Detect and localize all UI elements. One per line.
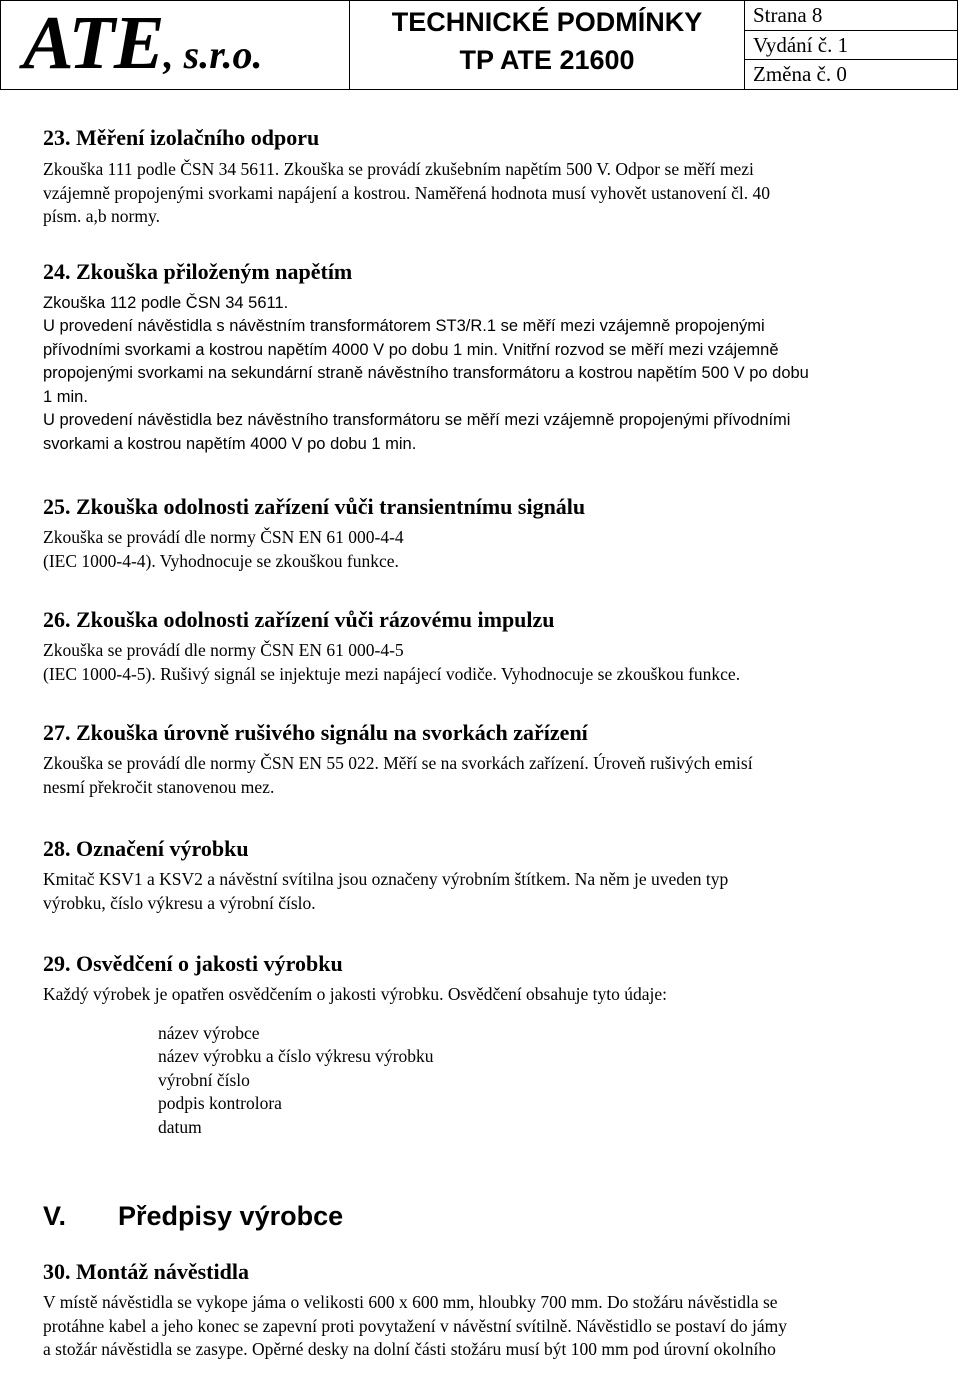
list-item: datum	[158, 1116, 202, 1137]
text-line: protáhne kabel a jeho konec se zapevní proti povytažení v návěstní svítilně. Návěstidlo se postaví do jámy	[43, 1315, 788, 1336]
logo-main: ATE	[23, 1, 164, 85]
text-line: (IEC 1000-4-5). Rušivý signál se injektuje mezi napájecí vodiče. Vyhodnocuje se zkouškou funkce.	[43, 663, 741, 684]
text-line: Zkouška 112 podle ČSN 34 5611.	[43, 293, 289, 312]
text-line: vzájemně propojenými svorkami napájení a kostrou. Naměřená hodnota musí vyhovět ustanovení čl. 40	[43, 182, 771, 203]
document-meta	[745, 1, 957, 89]
section-23	[43, 124, 913, 229]
page-number: Strana 8	[753, 3, 823, 27]
text-line: Kmitač KSV1 a KSV2 a návěstní svítilna jsou označeny výrobním štítkem. Na něm je uveden typ	[43, 869, 729, 889]
section-heading: 26. Zkouška odolnosti zařízení vůči rázovému impulzu	[43, 607, 555, 632]
logo-suffix: , s.r.o.	[163, 32, 263, 77]
chapter-heading	[43, 1201, 913, 1232]
text-line: přívodními svorkami a kostrou napětím 4000 V po dobu 1 min. Vnitřní rozvod se měří mezi vzájemně	[43, 340, 779, 359]
section-27	[43, 719, 913, 799]
text-line: Zkouška 111 podle ČSN 34 5611. Zkouška se provádí zkušebním napětím 500 V. Odpor se měří mezi	[43, 159, 754, 179]
section-heading: 23. Měření izolačního odporu	[43, 125, 320, 150]
text-line: U provedení návěstidla s návěstním transformátorem ST3/R.1 se měří mezi vzájemně propojenými	[43, 317, 765, 335]
text-line: výrobku, číslo výkresu a výrobní číslo.	[43, 892, 316, 913]
text-line: nesmí překročit stanovenou mez.	[43, 776, 275, 797]
section-25	[43, 493, 913, 573]
document-header	[0, 0, 958, 90]
edition-number: Vydání č. 1	[745, 30, 957, 59]
document-body	[43, 124, 913, 1362]
section-heading: 24. Zkouška přiloženým napětím	[43, 258, 353, 284]
text-line: a stožár návěstidla se zasype. Opěrné desky na dolní části stožáru musí být 100 mm pod úrovní okolního	[43, 1339, 776, 1359]
section-30	[43, 1258, 913, 1362]
revision-number: Změna č. 0	[745, 59, 957, 88]
company-logo	[1, 1, 350, 89]
chapter-number: V.	[43, 1201, 67, 1231]
section-heading: 25. Zkouška odolnosti zařízení vůči transientnímu signálu	[43, 494, 586, 519]
text-line: U provedení návěstidla bez návěstního transformátoru se měří mezi vzájemně propojenými přívodními	[43, 411, 791, 429]
text-line: Zkouška se provádí dle normy ČSN EN 55 022. Měří se na svorkách zařízení. Úroveň rušivých emisí	[43, 753, 753, 773]
section-29	[43, 950, 913, 1139]
text-line: Zkouška se provádí dle normy ČSN EN 61 000-4-5	[43, 640, 404, 660]
section-heading: 27. Zkouška úrovně rušivého signálu na svorkách zařízení	[43, 720, 588, 745]
section-26	[43, 606, 913, 686]
text-line: Každý výrobek je opatřen osvědčením o jakosti výrobku. Osvědčení obsahuje tyto údaje:	[43, 984, 668, 1004]
section-heading: 28. Označení výrobku	[43, 836, 249, 861]
section-heading: 29. Osvědčení o jakosti výrobku	[43, 951, 343, 976]
text-line: 1 min.	[43, 387, 88, 406]
text-line: Zkouška se provádí dle normy ČSN EN 61 000-4-4	[43, 527, 404, 547]
text-line: písm. a,b normy.	[43, 206, 160, 226]
document-code: TP ATE 21600	[459, 45, 635, 75]
text-line: propojenými svorkami na sekundární straně návěstního transformátoru a kostrou napětím 500 V po dobu	[43, 364, 809, 382]
text-line: V místě návěstidla se vykope jáma o velikosti 600 x 600 mm, hloubky 700 mm. Do stožáru návěstidla se	[43, 1292, 778, 1312]
list-item: podpis kontrolora	[158, 1093, 282, 1113]
document-title-cell	[350, 1, 745, 89]
section-28	[43, 835, 913, 915]
list-item: výrobní číslo	[158, 1069, 250, 1090]
section-24	[43, 258, 913, 457]
list-item: název výrobku a číslo výkresu výrobku	[158, 1046, 434, 1066]
text-line: (IEC 1000-4-4). Vyhodnocuje se zkouškou funkce.	[43, 550, 399, 571]
certificate-items-list	[158, 1022, 913, 1140]
document-title: TECHNICKÉ PODMÍNKY	[391, 7, 703, 37]
text-line: svorkami a kostrou napětím 4000 V po dobu 1 min.	[43, 434, 417, 453]
list-item: název výrobce	[158, 1022, 260, 1043]
chapter-title: Předpisy výrobce	[118, 1201, 344, 1231]
section-heading: 30. Montáž návěstidla	[43, 1259, 249, 1284]
